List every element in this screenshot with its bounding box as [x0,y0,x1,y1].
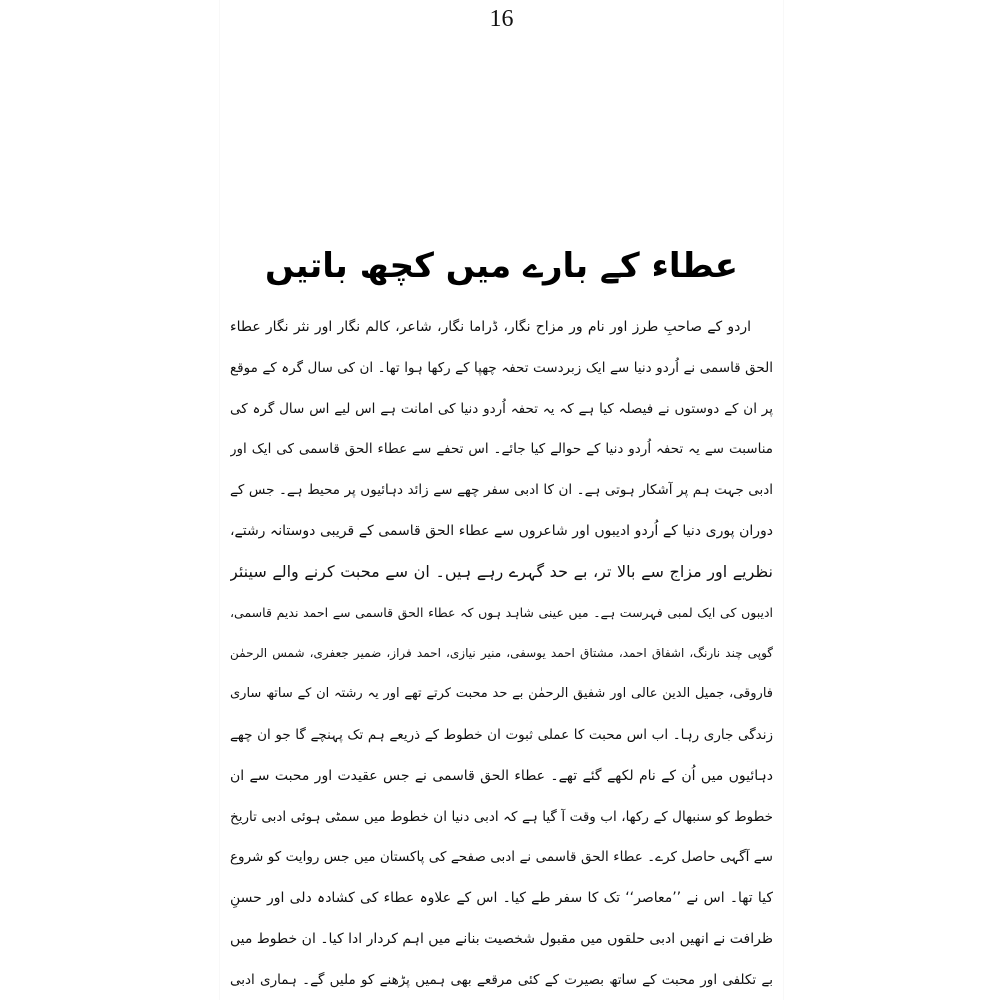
text-line: خطوط کو سنبھال کے رکھا، اب وقت آ گیا ہے کہ ادبی دنیا ان خطوط میں سمٹی ہوئی ادبی تاریخ [230,808,773,825]
text-line: نظریے اور مزاج سے بالا تر، بے حد گہرے رہے ہیں۔ ان سے محبت کرنے والے سینئر [230,561,773,581]
text-line: اردو کے صاحبِ طرز اور نام ور مزاح نگار، ڈراما نگار، شاعر، کالم نگار اور نثر نگار عطاء [230,319,751,335]
text-line: کیا تھا۔ اس نے ’’معاصر‘‘ تک کا سفر طے کیا۔ اس کے علاوہ عطاء کی کشادہ دلی اور حسنِ [230,890,773,907]
text-line: گوپی چند نارنگ، اشفاق احمد، مشتاق احمد یوسفی، منیر نیازی، احمد فراز، ضمیر جعفری، شمس الرحمٰن [230,646,773,661]
page-number: 16 [489,6,514,32]
text-line: بے تکلفی اور محبت کے ساتھ بصیرت کے کئی مرقعے بھی ہمیں پڑھنے کو ملیں گے۔ ہماری ادبی [230,971,773,988]
text-line: سے آگہی حاصل کرے۔ عطاء الحق قاسمی نے ادبی صفحے کی پاکستان میں جس روایت کو شروع [230,849,773,866]
text-line: الحق قاسمی نے اُردو دنیا سے ایک زبردست تحفہ چھپا کے رکھا ہوا تھا۔ ان کی سال گرہ کے موقع [230,359,773,376]
text-line: ادبی جہت ہم پر آشکار ہوتی ہے۔ ان کا ادبی سفر چھے سے زائد دہائیوں پر محیط ہے۔ جس کے [230,482,773,499]
text-line: پر ان کے دوستوں نے فیصلہ کیا ہے کہ یہ تحفہ اُردو دنیا کی امانت ہے اس لیے اس سال گرہ کی [230,400,773,417]
text-line: فاروقی، جمیل الدین عالی اور شفیق الرحمٰن بے حد محبت کرتے تھے اور یہ رشتہ ان کے ساتھ ساری [230,686,773,702]
book-page [219,0,784,1000]
chapter-title: عطاء کے بارے میں کچھ باتیں [265,246,738,286]
body-paragraph [230,307,773,1001]
text-line: زندگی جاری رہا۔ اب اس محبت کا عملی ثبوت ان خطوط کے ذریعے ہم تک پہنچے گا جو ان چھے [230,726,773,743]
text-line: ادیبوں کی ایک لمبی فہرست ہے۔ میں عینی شاہد ہوں کہ عطاء الحق قاسمی سے احمد ندیم قاسمی، [230,604,773,620]
text-line: ظرافت نے انھیں ادبی حلقوں میں مقبول شخصیت بنانے میں اہم کردار ادا کیا۔ ان خطوط میں [230,930,773,947]
text-line: دوران پوری دنیا کے اُردو ادیبوں اور شاعروں سے عطاء الحق قاسمی کے قریبی دوستانہ رشتے، [230,522,773,539]
text-line: دہائیوں میں اُن کے نام لکھے گئے تھے۔ عطاء الحق قاسمی نے جس عقیدت اور محبت سے ان [230,767,773,784]
text-line: مناسبت سے یہ تحفہ اُردو دنیا کے حوالے کیا جائے۔ اس تحفے سے عطاء الحق قاسمی کی ایک اور [230,441,773,458]
